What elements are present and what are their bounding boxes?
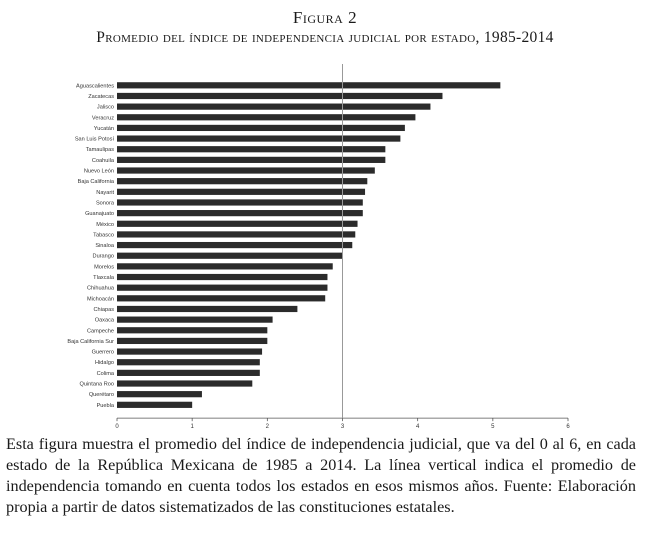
category-label: Sinaloa [95,243,114,250]
category-label: Aguascalientes [76,83,114,90]
category-label: Hidalgo [95,360,114,367]
category-label: Morelos [94,264,114,271]
bar [117,157,385,163]
bar [117,210,363,216]
x-tick-label: 6 [566,424,570,431]
category-label: Campeche [86,328,114,335]
bar-chart [0,60,650,435]
bar [117,402,192,408]
category-labels [67,83,115,409]
bar [117,114,415,120]
category-label: Tabasco [93,232,114,239]
bar [117,285,327,291]
category-label: Sonora [95,200,114,207]
bar [117,338,267,344]
category-label: Zacatecas [88,93,114,100]
category-label: Guerrero [91,349,114,356]
bar [117,317,273,323]
bar [117,295,325,301]
category-label: Baja California Sur [67,338,114,345]
x-tick-label: 5 [491,424,495,431]
category-label: Querétaro [88,392,114,399]
bar [117,263,333,269]
bar [117,359,260,365]
category-label: Nayarit [96,189,114,196]
bar [117,93,442,99]
bar [117,125,405,131]
bar [117,167,375,173]
bar [117,146,385,152]
bar [117,82,500,88]
x-tick-label: 2 [265,424,270,431]
bar [117,391,202,397]
bar [117,231,355,237]
category-label: Colima [96,370,114,377]
bar [117,253,343,259]
category-label: Oaxaca [94,317,114,324]
x-axis [115,418,570,430]
category-label: Jalisco [96,104,114,111]
x-tick-label: 0 [115,424,119,431]
bar [117,199,363,205]
x-tick-label: 4 [415,424,420,431]
bar [117,327,267,333]
category-label: Veracruz [91,115,114,122]
bar [117,178,367,184]
bars-group [117,82,500,408]
bar [117,104,430,110]
bar [117,370,260,376]
bar [117,221,358,227]
x-tick-label: 1 [190,424,194,431]
category-label: Chihuahua [86,285,114,292]
category-label: México [96,221,114,228]
category-label: Nuevo León [83,168,114,175]
category-label: Chiapas [93,306,114,313]
category-label: Michoacán [86,296,114,303]
category-label: Tlaxcala [93,275,114,282]
category-label: Baja California [77,179,114,186]
bar [117,306,297,312]
bar [117,274,327,280]
category-label: Puebla [96,402,114,409]
bar [117,380,252,386]
category-label: Coahuila [91,157,114,164]
figure-title: Promedio del índice de independencia judicial por estado, 1985-2014 [96,29,554,46]
bar [117,348,262,354]
category-label: Quintana Roo [79,381,114,388]
figure-caption: Esta figura muestra el promedio del índice de independencia judicial, que va del 0 al 6, en cada estado de la República Mexicana de 1985 a 2014. La línea vertical indica el promedio de independencia tomando en cuenta todos los estados en esos mismos años. Fuente: Elaboración propia a partir de datos sistematizados de las constituciones estatales. [6,435,636,516]
category-label: San Luis Potosí [74,136,114,143]
figure-label: Figura 2 [292,8,358,27]
bar [117,242,352,248]
category-label: Tamaulipas [85,147,114,154]
figure-header [0,8,650,48]
bar [117,135,400,141]
x-tick-label: 3 [340,424,345,431]
category-label: Durango [92,253,114,260]
category-label: Yucatán [93,125,114,132]
category-label: Guanajuato [85,211,114,218]
bar [117,189,365,195]
